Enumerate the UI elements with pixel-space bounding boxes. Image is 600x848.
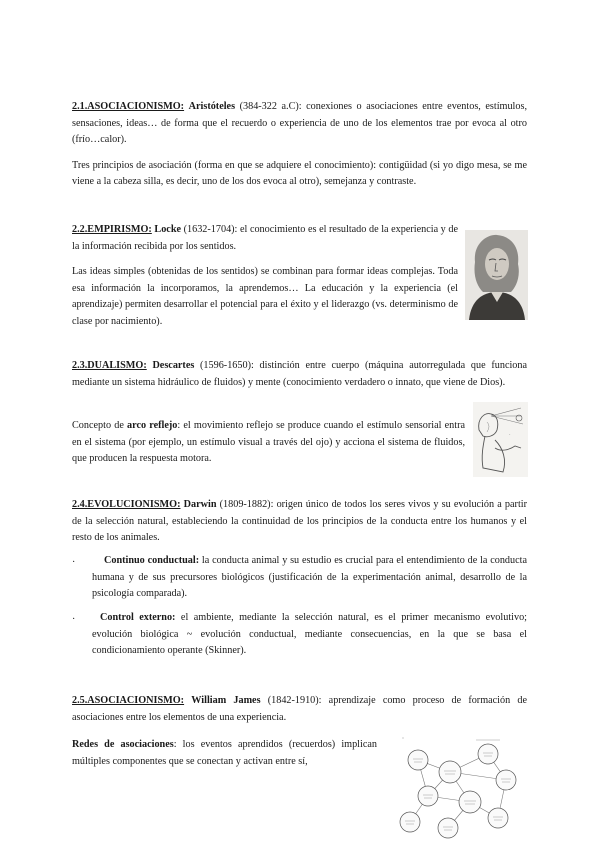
term-arco-reflejo: arco reflejo bbox=[127, 420, 178, 431]
association-network-diagram bbox=[388, 732, 528, 840]
paragraph bbox=[72, 222, 458, 255]
section-heading: 2.5.ASOCIACIONISMO: bbox=[72, 695, 185, 706]
svg-text:·: · bbox=[509, 433, 511, 438]
paragraph: Las ideas simples (obtenidas de los sentidos) se combinan para formar ideas complejas. Toda esa información la incorporamos, la aprendemos… La educación y la experiencia (el aprendizaje) permiten desarrollar el potencial para el éxito y el liderazgo (vs. determinismo de clase por nacimiento). bbox=[72, 266, 458, 327]
term-redes-asociaciones: Redes de asociaciones bbox=[72, 739, 174, 750]
bullet-marker: · bbox=[72, 614, 76, 625]
section-redes-asociaciones bbox=[72, 737, 377, 770]
section-heading: 2.4.EVOLUCIONISMO: bbox=[72, 499, 181, 510]
paragraph bbox=[72, 99, 527, 149]
section-heading: 2.2.EMPIRISMO: bbox=[72, 224, 152, 235]
section-dualismo-reflejo bbox=[72, 418, 465, 468]
bullet-marker: · bbox=[72, 557, 76, 568]
paragraph-text: (1632-1704): el conocimiento es el resultado de la experiencia y de la información recibida por los sentidos. bbox=[72, 224, 458, 252]
paragraph-text: (1596-1650): distinción entre cuerpo (máquina autorregulada que funciona mediante un sistema hidráulico de fluidos) y mente (conocimiento verdadero o innato, que viene de Dios). bbox=[72, 360, 528, 388]
paragraph bbox=[72, 358, 527, 391]
term-control-externo: Control externo: bbox=[100, 612, 176, 623]
paragraph-text: (1842-1910): aprendizaje como proceso de formación de asociaciones entre los elementos de una experiencia. bbox=[72, 695, 527, 723]
author-name: Aristóteles bbox=[188, 101, 236, 112]
paragraph: Continuo conductual: la conducta animal y su estudio es crucial para el entendimiento de la conducta humana y de sus precursores biológicos (justificación de la experimentación animal, desarrollo de la psicología comparada). bbox=[92, 555, 527, 600]
section-asociacionismo-aristoteles bbox=[72, 99, 527, 191]
list-item-control-externo bbox=[92, 610, 527, 660]
reflex-arc-illustration bbox=[473, 402, 528, 477]
paragraph: Tres principios de asociación (forma en que se adquiere el conocimiento): contigüidad (si yo digo mesa, se me viene a la cabeza silla, es decir, uno de los dos evoca al otro), semejanza y contraste. bbox=[72, 159, 527, 188]
portrait-of-locke bbox=[465, 230, 528, 320]
section-evolucionismo-darwin bbox=[72, 497, 527, 547]
paragraph: Redes de asociaciones: los eventos aprendidos (recuerdos) implican múltiples componentes que se conectan y activan entre sí, bbox=[72, 739, 377, 767]
paragraph-text: (384-322 a.C): conexiones o asociaciones entre eventos, estímulos, sensaciones, ideas… de forma que el recuerdo o experiencia de uno de los elementos trae por evoca al otro (frío…calor). bbox=[72, 101, 527, 146]
section-empirismo-locke bbox=[72, 222, 458, 331]
paragraph bbox=[72, 693, 527, 726]
section-heading: 2.1.ASOCIACIONISMO: bbox=[72, 101, 185, 112]
section-heading: 2.3.DUALISMO: bbox=[72, 360, 147, 371]
author-name: Descartes bbox=[152, 360, 195, 371]
author-name: Locke bbox=[154, 224, 182, 235]
section-asociacionismo-james bbox=[72, 693, 527, 726]
author-name: William James bbox=[191, 695, 261, 706]
section-dualismo-descartes bbox=[72, 358, 527, 391]
paragraph bbox=[72, 497, 527, 547]
paragraph-text: (1809-1882): origen único de todos los seres vivos y su evolución a partir de la selección natural, estableciendo la continuidad de los principios de la conducta entre los humanos y el resto de los animales. bbox=[72, 499, 527, 544]
paragraph: Control externo: el ambiente, mediante la selección natural, es el primer mecanismo evolutivo; evolución biológica ~ evolución conductual, mediante consecuencias, en la que se basa el condicionamiento operante (Skinner). bbox=[92, 612, 527, 657]
term-continuo-conductual: Continuo conductual: bbox=[104, 555, 200, 566]
list-item-continuo-conductual bbox=[92, 553, 527, 603]
paragraph: Concepto de arco reflejo: el movimiento reflejo se produce cuando el estímulo sensorial entra en el sistema (por ejemplo, un estímulo visual a través del ojo) y acciona el sistema de fluidos, que producen la respuesta motora. bbox=[72, 420, 465, 465]
author-name: Darwin bbox=[183, 499, 217, 510]
